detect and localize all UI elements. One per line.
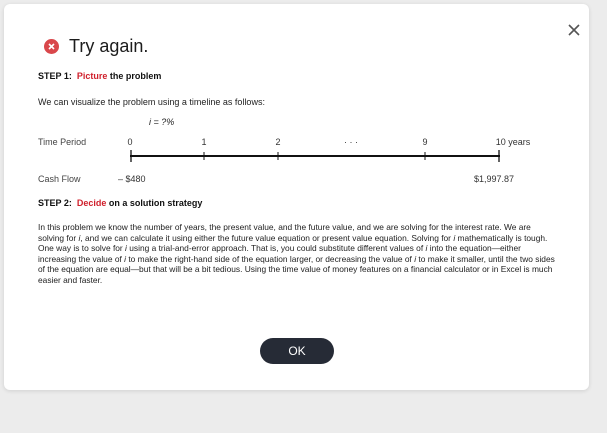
- close-icon[interactable]: [564, 20, 584, 40]
- dialog-header: [44, 36, 148, 57]
- step1-prefix: STEP 1:: [38, 71, 72, 81]
- step1-rest: the problem: [109, 71, 162, 81]
- tick-label-10: 10 years: [495, 137, 531, 147]
- cash-flow-label: Cash Flow: [38, 174, 81, 184]
- rate-label: i = ?%: [149, 117, 175, 127]
- dialog: [4, 4, 589, 390]
- step1-heading: [38, 71, 161, 81]
- tick-label-1: 1: [201, 137, 207, 147]
- tick-label-ellipsis: · · ·: [344, 137, 358, 147]
- ok-button[interactable]: OK: [260, 338, 334, 364]
- timeline-axis: [130, 149, 502, 163]
- tick-label-9: 9: [422, 137, 428, 147]
- error-circle-x-icon: [44, 39, 59, 54]
- step1-intro: We can visualize the problem using a timeline as follows:: [38, 97, 265, 107]
- step2-explanation: In this problem we know the number of years, the present value, and the future value, and we are solving for the interest rate. We are solving for i, and we can calculate it using either the future value equation or present value equation. Solving for i mathematically is tough. One way is to solve for i using a trial-and-error approach. That is, you could substitute different values of i into the equation—either increasing the value of i to make the right-hand side of the equation larger, or decreasing the value of i to make it smaller, until the two sides of the equation are equal—but that will be a bit tedious. Using the time value of money features on a financial calculator or in Excel is much easier and faster.: [38, 222, 555, 285]
- step2-heading: [38, 198, 202, 208]
- close-button[interactable]: [564, 20, 584, 40]
- cash-flow-start: – $480: [118, 174, 146, 184]
- step2-prefix: STEP 2:: [38, 198, 72, 208]
- time-period-label: Time Period: [38, 137, 87, 147]
- step2-keyword: Decide: [76, 198, 107, 208]
- dialog-title: Try again.: [69, 36, 149, 56]
- tick-label-0: 0: [127, 137, 133, 147]
- cash-flow-end: $1,997.87: [474, 174, 515, 184]
- step1-keyword: Picture: [76, 71, 108, 81]
- tick-label-2: 2: [275, 137, 281, 147]
- step2-rest: on a solution strategy: [108, 198, 203, 208]
